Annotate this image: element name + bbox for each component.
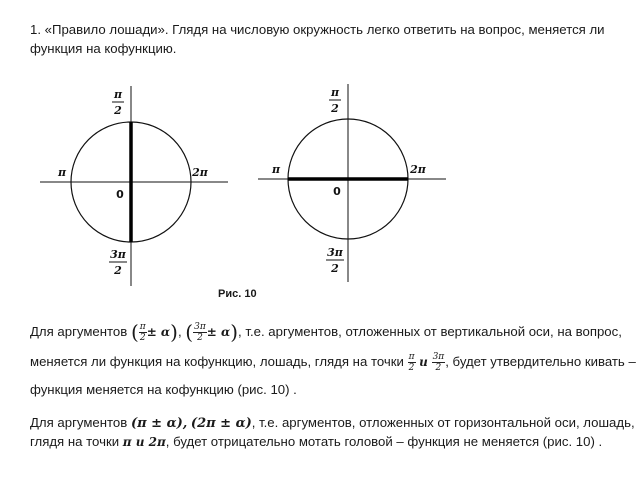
right-pi-label: π xyxy=(271,163,281,176)
vertical-para-line3: функция меняется на кофункцию (рис. 10) . xyxy=(30,382,297,397)
vertical-para-line2 xyxy=(30,352,636,374)
right-top-label-num: π xyxy=(330,86,340,99)
vertical-para-line1: Для аргументов ( $\frac{\pi}{2}$ ± α), ( $\frac{3\pi}{2}$ ± α), т.е. аргументов, отложенных от вертикальной оси, на вопрос, xyxy=(30,320,622,345)
h-points: π и 2π xyxy=(122,435,166,449)
paren-open-1: ( xyxy=(130,320,139,345)
point2-fraction: $\frac{3\pi}{2}$ xyxy=(432,352,445,374)
paren-open-2: ( xyxy=(185,320,194,345)
and-word: и xyxy=(419,355,428,369)
right-2pi-label: 2π xyxy=(410,163,426,176)
right-bottom-label-num: 3π xyxy=(327,246,343,259)
horizontal-para-line2 xyxy=(30,432,620,452)
horizontal-line2-head: глядя на точки xyxy=(30,434,120,449)
right-bottom-label-den: 2 xyxy=(331,262,339,275)
paren-close-1: ) xyxy=(170,320,178,345)
left-origin-label: 0 xyxy=(116,188,124,201)
vertical-lead: Для аргументов xyxy=(30,324,128,339)
right-origin-label: 0 xyxy=(333,185,341,198)
right-top-label-den: 2 xyxy=(331,102,339,115)
left-bottom-label-num: 3π xyxy=(110,248,126,261)
h-arg1: (π ± α), xyxy=(130,416,188,431)
horizontal-line2-tail: , будет отрицательно мотать головой – функция не меняется (рис. 10) . xyxy=(165,434,603,449)
arg1-fraction: $\frac{\pi}{2}$ xyxy=(139,322,146,344)
horizontal-line1-tail: , т.е. аргументов, отложенных от горизонтальной оси, лошадь, xyxy=(251,415,635,430)
left-2pi-label: 2π xyxy=(192,166,208,179)
vertical-line2-head: меняется ли функция на кофункцию, лошадь, глядя на точки xyxy=(30,354,404,369)
right-circle-diagram xyxy=(258,84,446,282)
arg1-rest: ± α xyxy=(146,325,171,339)
paren-close-2: ) xyxy=(230,320,239,345)
vertical-line1-tail: , т.е. аргументов, отложенных от вертикальной оси, на вопрос, xyxy=(238,324,622,339)
left-bottom-label-den: 2 xyxy=(114,264,122,277)
left-top-label-den: 2 xyxy=(114,104,122,117)
rule-paragraph: 1. «Правило лошади». Глядя на числовую окружность легко ответить на вопрос, меняется ли функция на кофункцию. xyxy=(30,22,605,56)
left-circle-diagram xyxy=(40,86,228,286)
horizontal-lead: Для аргументов xyxy=(30,415,128,430)
left-top-label-num: π xyxy=(113,88,123,101)
horizontal-para-line1 xyxy=(30,413,635,433)
figure-caption: Рис. 10 xyxy=(218,288,257,300)
point1-fraction: $\frac{\pi}{2}$ xyxy=(408,352,415,374)
arg2-fraction: $\frac{3\pi}{2}$ xyxy=(194,322,206,344)
h-arg2: (2π ± α) xyxy=(190,416,252,431)
vertical-line2-tail: , будет утвердительно кивать – xyxy=(445,354,636,369)
left-pi-label: π xyxy=(57,166,67,179)
arg2-rest: ± α xyxy=(206,325,231,339)
